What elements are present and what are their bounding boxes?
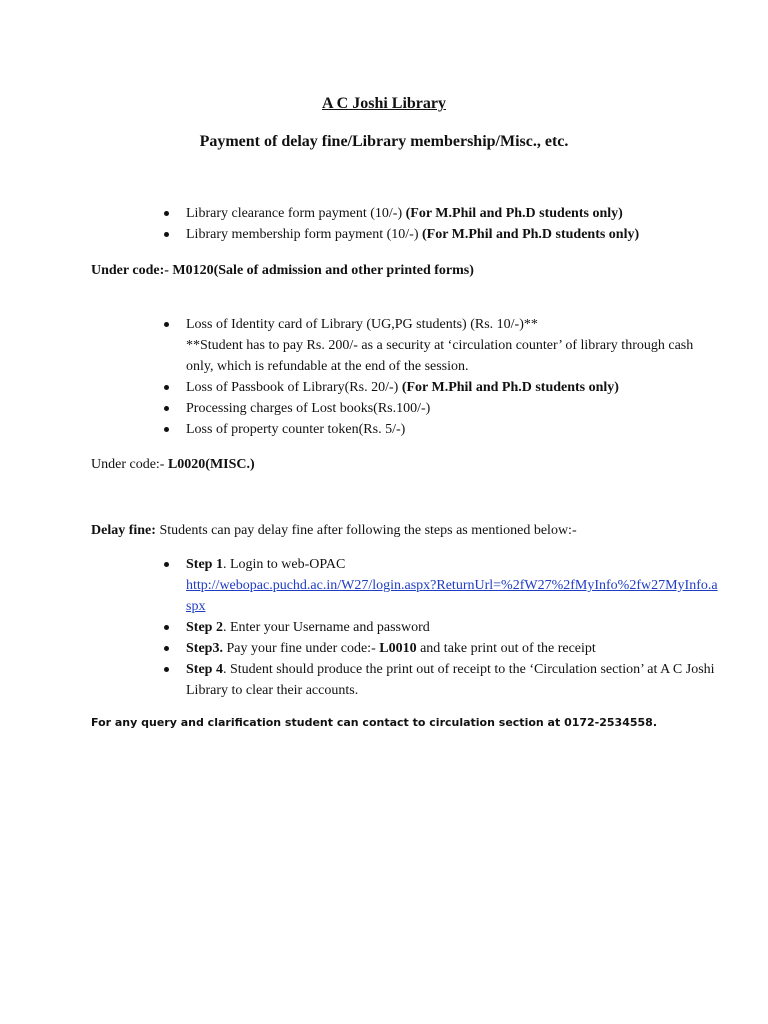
webopac-link[interactable]: http://webopac.puchd.ac.in/W27/login.aspx?ReturnUrl=%2fW27%2fMyInfo%2fw27MyInfo.aspx xyxy=(186,578,718,614)
page-title: A C Joshi Library xyxy=(321,95,446,112)
contact-note: For any query and clarification student can contact to circulation section at 0172-2534558. xyxy=(91,716,658,729)
forms-list xyxy=(160,203,720,245)
delay-steps-list xyxy=(160,554,720,701)
list-item: Library clearance form payment (10/-) (For M.Phil and Ph.D students only) xyxy=(160,203,720,224)
code-line-m0120: Under code:- M0120(Sale of admission and other printed forms) xyxy=(91,263,474,278)
step-item: Step 4. Student should produce the print out of receipt to the ‘Circulation section’ at A C Joshi Library to clear their accounts. xyxy=(160,659,720,701)
code-line-l0020: Under code:- L0020(MISC.) xyxy=(91,457,255,472)
misc-charges-list xyxy=(160,314,720,440)
delay-fine-intro: Delay fine: Students can pay delay fine after following the steps as mentioned below:- xyxy=(91,523,577,538)
list-item: Loss of property counter token(Rs. 5/-) xyxy=(160,419,720,440)
list-item: Processing charges of Lost books(Rs.100/-) xyxy=(160,398,720,419)
step-item: Step 2. Enter your Username and password xyxy=(160,617,720,638)
security-note: **Student has to pay Rs. 200/- as a security at ‘circulation counter’ of library through cash only, which is refundable at the end of the session. xyxy=(186,338,694,374)
list-item: Library membership form payment (10/-) (For M.Phil and Ph.D students only) xyxy=(160,224,720,245)
list-item: Loss of Passbook of Library(Rs. 20/-) (For M.Phil and Ph.D students only) xyxy=(160,377,720,398)
page-subtitle: Payment of delay fine/Library membership/Misc., etc. xyxy=(199,133,569,150)
list-item: Loss of Identity card of Library (UG,PG students) (Rs. 10/-)** **Student has to pay Rs. 200/- as a security at ‘circulation counter’ of library through cash only, which is refundable at the end of the session. xyxy=(160,314,720,377)
step-item: Step3. Pay your fine under code:- L0010 and take print out of the receipt xyxy=(160,638,720,659)
step-item: Step 1. Login to web-OPAC http://webopac.puchd.ac.in/W27/login.aspx?ReturnUrl=%2fW27%2fMyInfo%2fw27MyInfo.aspx xyxy=(160,554,720,617)
